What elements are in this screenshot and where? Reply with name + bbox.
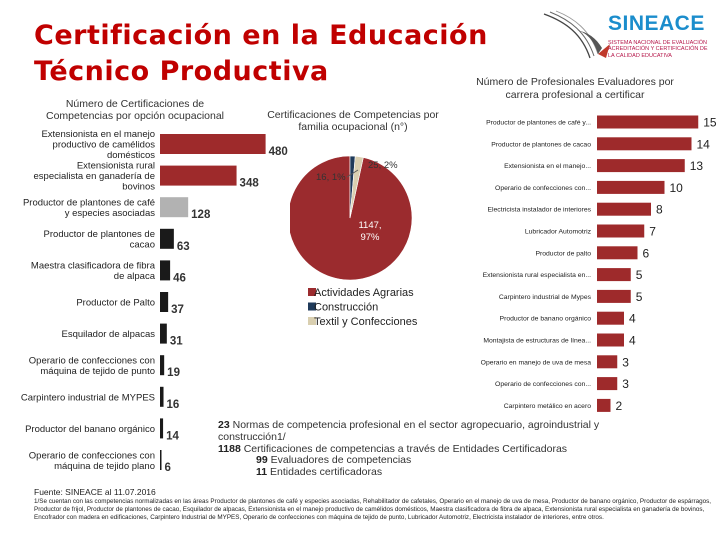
- category-label: Electricista instalador de interiores: [487, 206, 591, 214]
- logo-subtitle: SISTEMA NACIONAL DE EVALUACIÓN ACREDITACIÓN Y CERTIFICACIÓN DE LA CALIDAD EDUCATIVA: [608, 40, 708, 59]
- category-label: Operario de confecciones con...: [495, 184, 591, 192]
- evaluators-bar-chart: [440, 110, 720, 420]
- bar: [597, 334, 624, 347]
- source-note: Fuente: SINEACE al 11.07.2016: [34, 487, 156, 497]
- category-label: Carpintero industrial de Mypes: [498, 293, 591, 301]
- bar: [160, 387, 164, 407]
- summary-line: 23 Normas de competencia profesional en el sector agropecuario, agroindustrial y construcción1/: [218, 419, 600, 443]
- data-label: 480: [268, 146, 288, 158]
- data-label: 19: [167, 367, 180, 380]
- slice-label: 1147,: [358, 220, 382, 231]
- category-label: y especies asociadas: [64, 207, 155, 219]
- slice-label: 25, 2%: [368, 160, 398, 171]
- category-label: especialista en ganadería de: [33, 171, 155, 183]
- bar: [597, 399, 611, 412]
- category-label: máquina de tejido de punto: [40, 365, 155, 377]
- bar: [160, 197, 188, 217]
- data-label: 14: [166, 430, 179, 443]
- data-label: 16: [166, 398, 180, 411]
- legend-label: Construcción: [314, 301, 379, 314]
- data-label: 348: [239, 177, 259, 190]
- data-label: 4: [629, 311, 636, 326]
- data-label: 128: [191, 209, 211, 222]
- data-label: 5: [635, 289, 643, 304]
- summary-block: [218, 420, 648, 479]
- slice-label: 97%: [360, 232, 380, 243]
- category-label: Operario en manejo de uva de mesa: [480, 359, 591, 367]
- category-label: Montajista de estructuras de línea...: [483, 337, 591, 345]
- data-label: 8: [656, 202, 663, 217]
- bar: [160, 134, 266, 154]
- legend-label: Textil y Confecciones: [314, 316, 418, 328]
- legend-label: Actividades Agrarias: [314, 287, 414, 299]
- data-label: 5: [635, 268, 643, 283]
- bar: [597, 377, 617, 390]
- data-label: 7: [649, 224, 656, 239]
- data-label: 63: [176, 240, 190, 253]
- page-title: [34, 18, 488, 90]
- category-label: Productor de palto: [535, 250, 591, 258]
- data-label: 14: [696, 137, 710, 152]
- bar: [160, 260, 170, 280]
- data-label: 2: [615, 398, 623, 413]
- category-label: Productor del banano orgánico: [25, 423, 155, 435]
- data-label: 46: [173, 272, 186, 285]
- bar: [597, 268, 631, 281]
- bar: [597, 290, 631, 303]
- data-label: 13: [689, 159, 704, 174]
- data-label: 31: [169, 335, 183, 348]
- bar: [597, 203, 651, 216]
- category-label: Productor de plantones de cacao: [491, 141, 591, 149]
- bar: [160, 166, 237, 186]
- category-label: Productor de plantones de café y...: [486, 119, 591, 127]
- category-label: Extensionista rural especialista en...: [482, 272, 591, 280]
- category-label: Esquilador de alpacas: [61, 329, 155, 341]
- data-label: 10: [669, 180, 683, 195]
- category-label: Productor de plantones de: [43, 229, 155, 241]
- category-label: Extensionista en el manejo...: [504, 163, 591, 171]
- slice-label: 16, 1%: [316, 172, 346, 183]
- bar: [597, 312, 624, 325]
- bar: [160, 292, 168, 312]
- category-label: domésticos: [106, 150, 155, 161]
- footnote: 1/Se cuentan con las competencias normalizadas en las áreas Productor de plantones de café y especies asociadas, Rehabilitador de cafetales, Operario en el manejo de uva de mesa, Productor de banano orgánico, Productor de espárragos, Productor de frijol, Productor de plantones de cacao, Esquilador de alpacas, Extensionista en el manejo productivo de camélidos domésticos, Maestra clasificadora de fibra de alpaca, Extensionista rural especialista en ganadería de bovinos, Encofrador con madera en edificaciones, Carpintero Industrial de MYPES, Operario de confecciones con máquina de tejido de punto, Lubricador Automotriz, Electricista instalador de interiores, entre otros.: [34, 498, 711, 522]
- data-label: 4: [629, 333, 636, 348]
- summary-line: 11 Entidades certificadoras: [256, 466, 383, 479]
- left-chart-title: Número de Certificaciones de Competencias por opción ocupacional: [45, 98, 225, 122]
- data-label: 6: [642, 246, 650, 261]
- bar: [160, 229, 174, 249]
- bar: [597, 225, 644, 238]
- category-label: Productor de Palto: [76, 297, 155, 309]
- bar: [160, 324, 167, 344]
- category-label: productivo de camélidos: [52, 139, 155, 151]
- summary-line: 99 Evaluadores de competencias: [256, 454, 412, 467]
- right-chart-title: Número de Profesionales Evaluadores por carrera profesional a certificar: [476, 76, 674, 101]
- data-label: 3: [622, 355, 629, 370]
- category-label: Operario de confecciones con: [28, 355, 155, 367]
- summary-line: 1188 Certificaciones de competencias a través de Entidades Certificadoras: [218, 442, 568, 455]
- category-label: Productor de plantones de café: [22, 197, 155, 209]
- bar: [597, 181, 665, 194]
- category-label: bovinos: [122, 181, 155, 193]
- category-label: Maestra clasificadora de fibra: [30, 260, 155, 272]
- category-label: Lubricador Automotriz: [524, 228, 591, 236]
- family-pie-chart: [290, 150, 460, 350]
- title-line-1: Certificación en la Educación: [34, 20, 488, 51]
- category-label: máquina de tejido plano: [54, 460, 155, 472]
- category-label: Carpintero metálico en acero: [503, 402, 591, 410]
- bar: [597, 355, 617, 368]
- title-line-2: Técnico Productiva: [34, 56, 329, 87]
- data-label: 6: [164, 462, 171, 474]
- bar: [160, 450, 162, 470]
- data-label: 37: [171, 304, 184, 316]
- bar: [597, 116, 698, 129]
- category-label: Extensionista rural: [76, 160, 155, 172]
- logo-wordmark: SINEACE: [608, 12, 705, 35]
- data-label: 15: [703, 115, 717, 130]
- category-label: Operario de confecciones con: [28, 450, 155, 462]
- bar: [597, 246, 638, 259]
- category-label: Extensionista en el manejo: [41, 129, 155, 140]
- data-label: 3: [622, 377, 629, 392]
- category-label: Productor de banano orgánico: [499, 315, 591, 323]
- category-label: Operario de confecciones con...: [495, 381, 591, 389]
- bar: [597, 137, 692, 150]
- pie-chart-title: Certificaciones de Competencias por familia ocupacional (n°): [267, 109, 439, 133]
- category-label: cacao: [129, 239, 155, 251]
- category-label: de alpaca: [113, 271, 155, 283]
- bar: [160, 355, 164, 375]
- bar: [597, 159, 685, 172]
- category-label: Carpintero industrial de MYPES: [20, 392, 155, 404]
- bar: [160, 418, 163, 438]
